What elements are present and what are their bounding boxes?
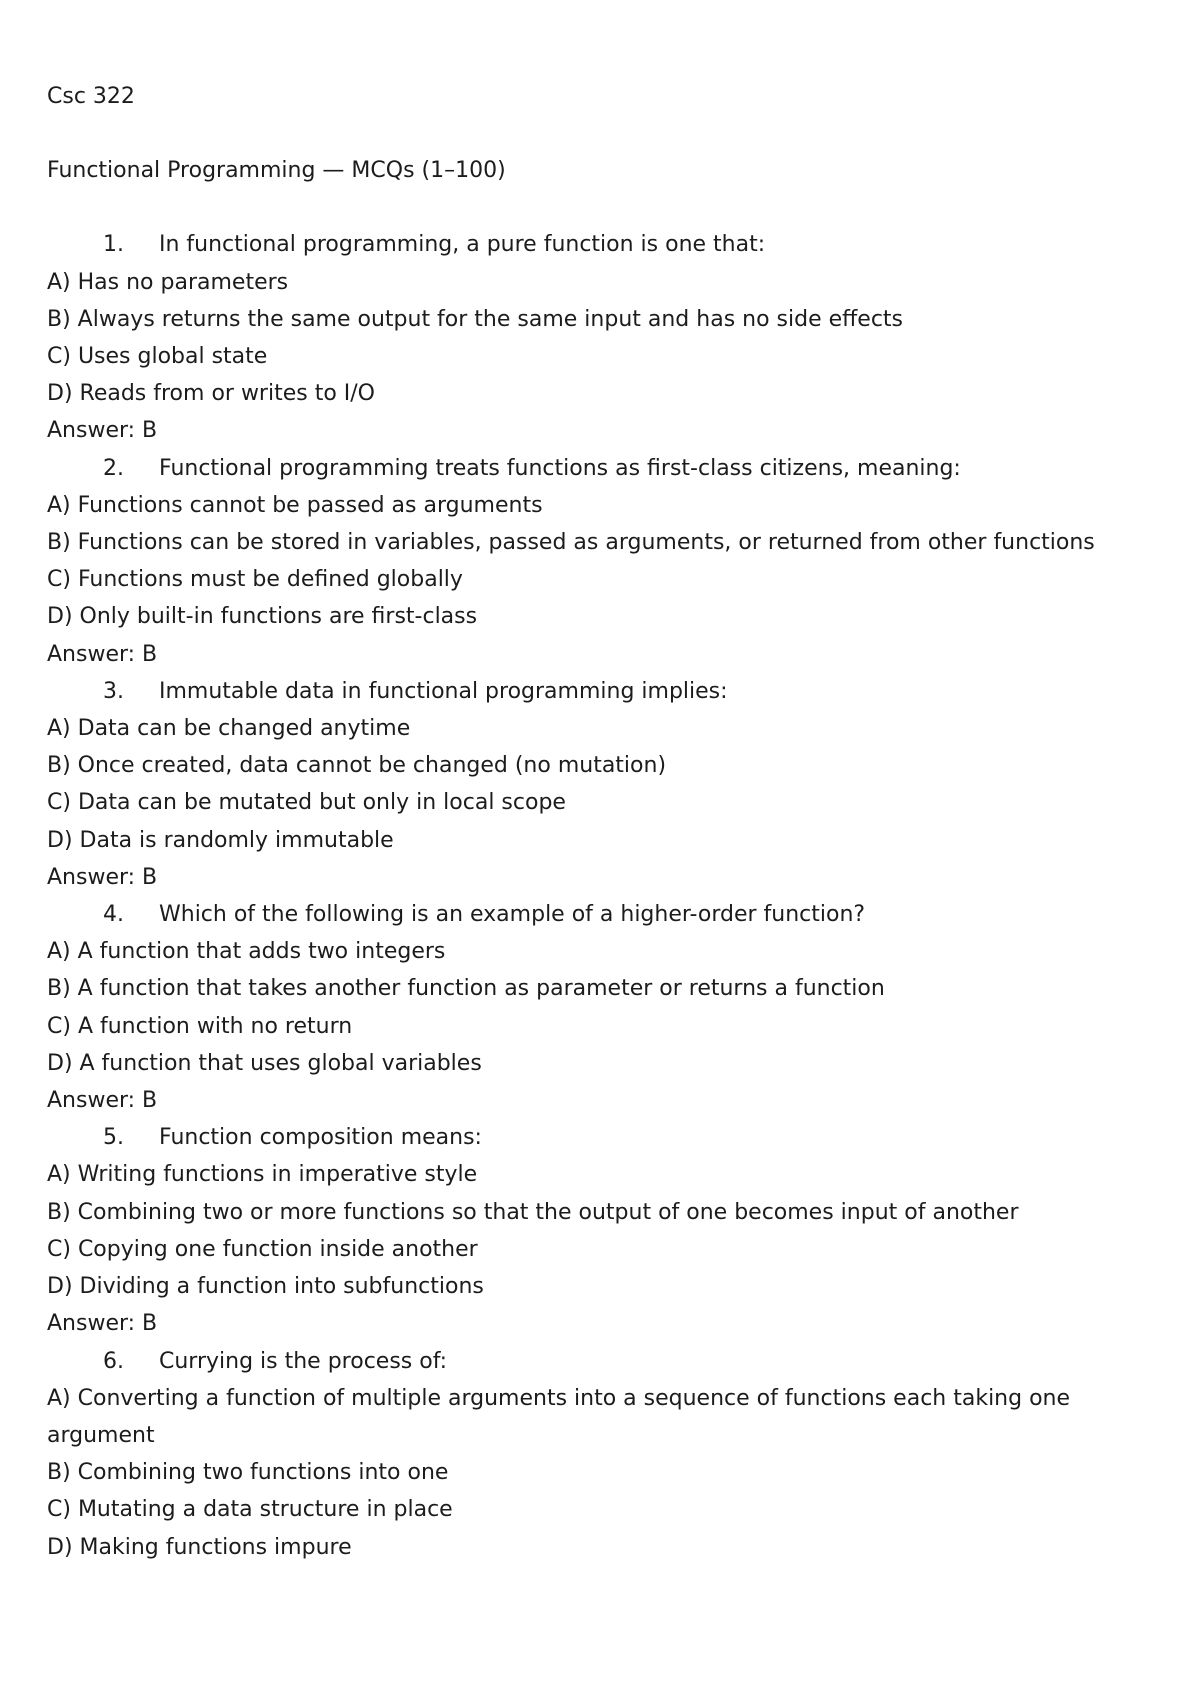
option-d: D) Data is randomly immutable: [47, 827, 394, 853]
option-b: B) A function that takes another function as parameter or returns a function: [47, 976, 885, 1002]
question-text: Which of the following is an example of a higher-order function?: [159, 902, 866, 928]
question-stem: [47, 450, 1120, 487]
option-b: B) Once created, data cannot be changed (no mutation): [47, 753, 667, 779]
option-a: A) Data can be changed anytime: [47, 716, 411, 742]
question-number: 4.: [103, 902, 124, 928]
question-text: Function composition means:: [159, 1125, 482, 1151]
question-stem: [47, 226, 1120, 263]
answer: Answer: B: [47, 418, 158, 444]
question-text: Currying is the process of:: [159, 1348, 448, 1374]
question-number: 2.: [103, 455, 124, 481]
option-b: B) Always returns the same output for the same input and has no side effects: [47, 306, 904, 332]
answer: Answer: B: [47, 1311, 158, 1337]
question-number: 5.: [103, 1125, 124, 1151]
option-b: B) Combining two functions into one: [47, 1460, 449, 1486]
option-d: D) Making functions impure: [47, 1534, 352, 1560]
option-d: D) Dividing a function into subfunctions: [47, 1274, 484, 1300]
option-c: C) Copying one function inside another: [47, 1236, 478, 1262]
question-number: 1.: [103, 232, 124, 258]
question-stem: [47, 896, 1120, 933]
question-text: Functional programming treats functions as first-class citizens, meaning:: [159, 455, 961, 481]
option-b: B) Functions can be stored in variables, passed as arguments, or returned from other functions: [47, 530, 1095, 556]
question-number: 3.: [103, 678, 124, 704]
question-3: [47, 673, 1120, 896]
option-c: C) A function with no return: [47, 1013, 353, 1039]
option-b: B) Combining two or more functions so that the output of one becomes input of another: [47, 1199, 1019, 1225]
option-c: C) Uses global state: [47, 344, 268, 370]
answer: Answer: B: [47, 641, 158, 667]
question-4: [47, 896, 1120, 1119]
option-d: D) Only built-in functions are first-class: [47, 604, 478, 630]
option-c: C) Functions must be defined globally: [47, 567, 463, 593]
option-a: A) Converting a function of multiple arguments into a sequence of functions each taking one argument: [47, 1385, 1071, 1448]
question-text: In functional programming, a pure function is one that:: [159, 232, 766, 258]
question-number: 6.: [103, 1348, 124, 1374]
question-6: [47, 1343, 1120, 1566]
question-stem: [47, 673, 1120, 710]
question-stem: [47, 1119, 1120, 1156]
option-d: D) Reads from or writes to I/O: [47, 381, 376, 407]
option-a: A) A function that adds two integers: [47, 939, 446, 965]
question-text: Immutable data in functional programming implies:: [159, 678, 728, 704]
option-a: A) Writing functions in imperative style: [47, 1162, 478, 1188]
option-c: C) Mutating a data structure in place: [47, 1497, 453, 1523]
option-a: A) Functions cannot be passed as arguments: [47, 492, 543, 518]
course-code: Csc 322: [47, 84, 135, 109]
question-stem: [47, 1343, 1120, 1380]
document-title: Functional Programming — MCQs (1–100): [47, 158, 506, 184]
question-1: [47, 226, 1120, 449]
option-a: A) Has no parameters: [47, 269, 289, 295]
option-c: C) Data can be mutated but only in local scope: [47, 790, 566, 816]
answer: Answer: B: [47, 864, 158, 890]
question-5: [47, 1119, 1120, 1342]
answer: Answer: B: [47, 1088, 158, 1114]
option-d: D) A function that uses global variables: [47, 1050, 482, 1076]
question-2: [47, 450, 1120, 673]
